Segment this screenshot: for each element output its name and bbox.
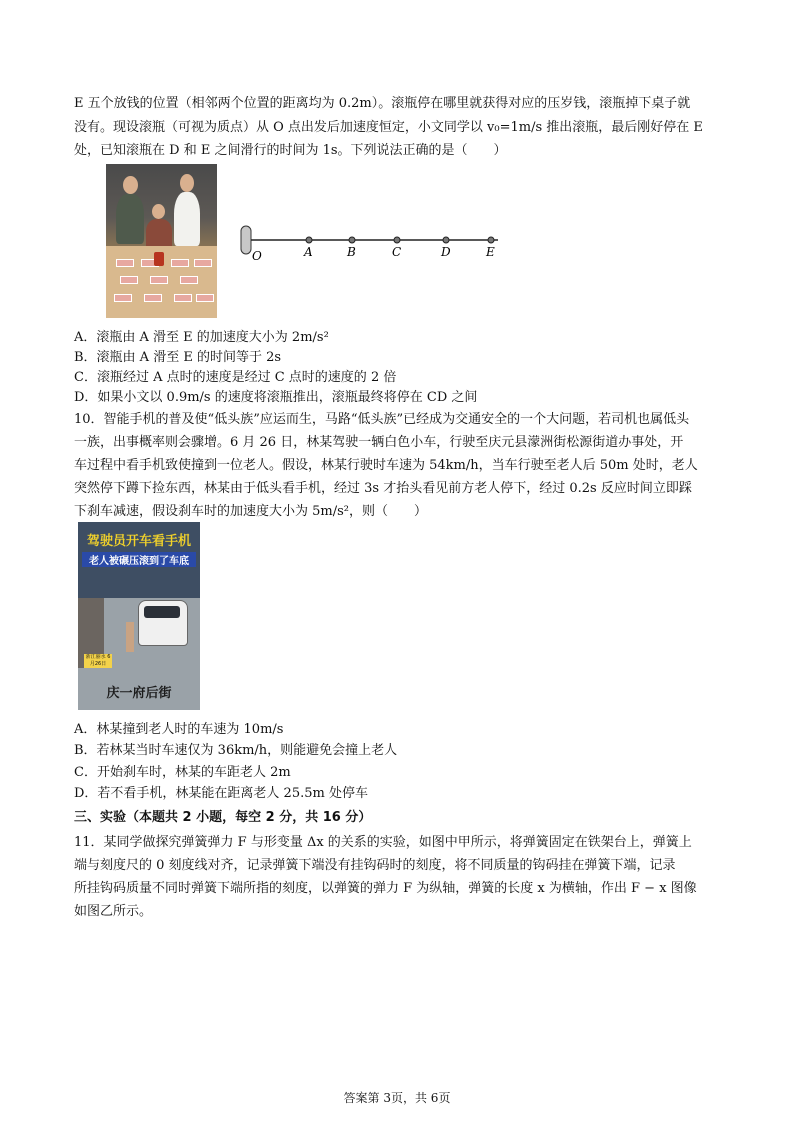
q10-option-b: B．若林某当时车速仅为 36km/h，则能避免会撞上老人: [74, 743, 398, 758]
money-note: [180, 276, 198, 284]
bottle-shape: [241, 226, 251, 254]
q9-option-a: A．滚瓶由 A 滑至 E 的加速度大小为 2m/s²: [74, 330, 329, 345]
car-windshield: [144, 606, 180, 618]
money-note: [114, 294, 132, 302]
label-o: O: [252, 249, 262, 263]
money-note: [116, 259, 134, 267]
photo-banner-subtitle: 老人被碾压滚到了车底: [82, 552, 196, 567]
label-b: B: [347, 245, 356, 259]
location-tag: 浙江丽水 6月26日: [85, 654, 111, 667]
q10-stem-line-4: 突然停下蹲下捡东西，林某由于低头看手机，经过 3s 才抬头看见前方老人停下，经过 0.2s 反应时间立即踩: [74, 481, 692, 496]
money-note: [144, 294, 162, 302]
q9-stem-line-3: 处，已知滚瓶在 D 和 E 之间滑行的时间为 1s。下列说法正确的是（ ）: [74, 143, 507, 158]
money-note: [194, 259, 212, 267]
q10-stem-line-5: 下刹车减速，假设刹车时的加速度大小为 5m/s²，则（ ）: [74, 504, 427, 519]
money-note: [150, 276, 168, 284]
q11-stem-line-3: 所挂钩码质量不同时弹簧下端所指的刻度，以弹簧的弹力 F 为纵轴，弹簧的长度 x 为横轴，作出 F − x 图像: [74, 881, 697, 896]
elderly-figure: [146, 219, 172, 249]
track-diagram: [236, 222, 506, 266]
point-b-dot: [349, 237, 355, 243]
q9-stem-line-1: E 五个放钱的位置（相邻两个位置的距离均为 0.2m）。滚瓶停在哪里就获得对应的压岁钱，滚瓶掉下桌子就: [74, 96, 691, 111]
q9-stem-line-2: 没有。现设滚瓶（可视为质点）从 O 点出发后加速度恒定，小文同学以 v₀=1m/s 推出滚瓶，最后刚好停在 E: [74, 120, 703, 135]
label-e: E: [486, 245, 495, 259]
q10-stem-line-1: 10．智能手机的普及使“低头族”应运而生，马路“低头族”已经成为交通安全的一个大问题，若司机也属低头: [74, 412, 690, 427]
point-d-dot: [443, 237, 449, 243]
photo-banner-title: 驾驶员开车看手机: [86, 534, 191, 549]
q9-option-b: B．滚瓶由 A 滑至 E 的时间等于 2s: [74, 350, 282, 365]
q10-option-a: A．林某撞到老人时的车速为 10m/s: [74, 722, 284, 737]
label-c: C: [392, 245, 402, 259]
street-news-photo: [78, 522, 200, 710]
q11-stem-line-1: 11．某同学做探究弹簧弹力 F 与形变量 Δx 的关系的实验，如图中甲所示，将弹簧固定在铁架台上，弹簧上: [74, 835, 692, 850]
money-note: [196, 294, 214, 302]
man-figure: [116, 194, 144, 244]
q11-stem-line-4: 如图乙所示。: [74, 904, 153, 919]
section-3-heading: 三、实验（本题共 2 小题，每空 2 分，共 16 分）: [74, 810, 372, 825]
q10-option-d: D．若不看手机，林某能在距离老人 25.5m 处停车: [74, 786, 368, 801]
man-head: [123, 176, 138, 194]
money-note: [174, 294, 192, 302]
red-envelope-box: [154, 252, 164, 266]
woman-head: [180, 174, 194, 192]
point-e-dot: [488, 237, 494, 243]
pedestrian-figure: [126, 622, 134, 652]
q9-option-d: D．如果小文以 0.9m/s 的速度将滚瓶推出，滚瓶最终将停在 CD 之间: [74, 390, 478, 405]
money-note: [171, 259, 189, 267]
q10-option-c: C．开始刹车时，林某的车距老人 2m: [74, 765, 291, 780]
q11-stem-line-2: 端与刻度尺的 0 刻度线对齐，记录弹簧下端没有挂钩码时的刻度，将不同质量的钩码挂在弹簧下端，记录: [74, 858, 676, 873]
point-c-dot: [394, 237, 400, 243]
photo-caption: 庆一府后街: [106, 686, 172, 701]
page-footer: 答案第 3页，共 6页: [343, 1091, 451, 1105]
elderly-head: [152, 204, 165, 219]
q10-stem-line-2: 一族，出事概率则会骤增。6 月 26 日，林某驾驶一辆白色小车，行驶至庆元县濛洲街松源街道办事处，开: [74, 435, 684, 450]
label-d: D: [441, 245, 451, 259]
family-table-photo: [106, 164, 217, 318]
money-note: [120, 276, 138, 284]
q9-option-c: C．滚瓶经过 A 点时的速度是经过 C 点时的速度的 2 倍: [74, 370, 397, 385]
point-a-dot: [306, 237, 312, 243]
label-a: A: [304, 245, 313, 259]
woman-figure: [174, 192, 200, 246]
q10-stem-line-3: 车过程中看手机致使撞到一位老人。假设，林某行驶时车速为 54km/h，当车行驶至老人后 50m 处时，老人: [74, 458, 698, 473]
